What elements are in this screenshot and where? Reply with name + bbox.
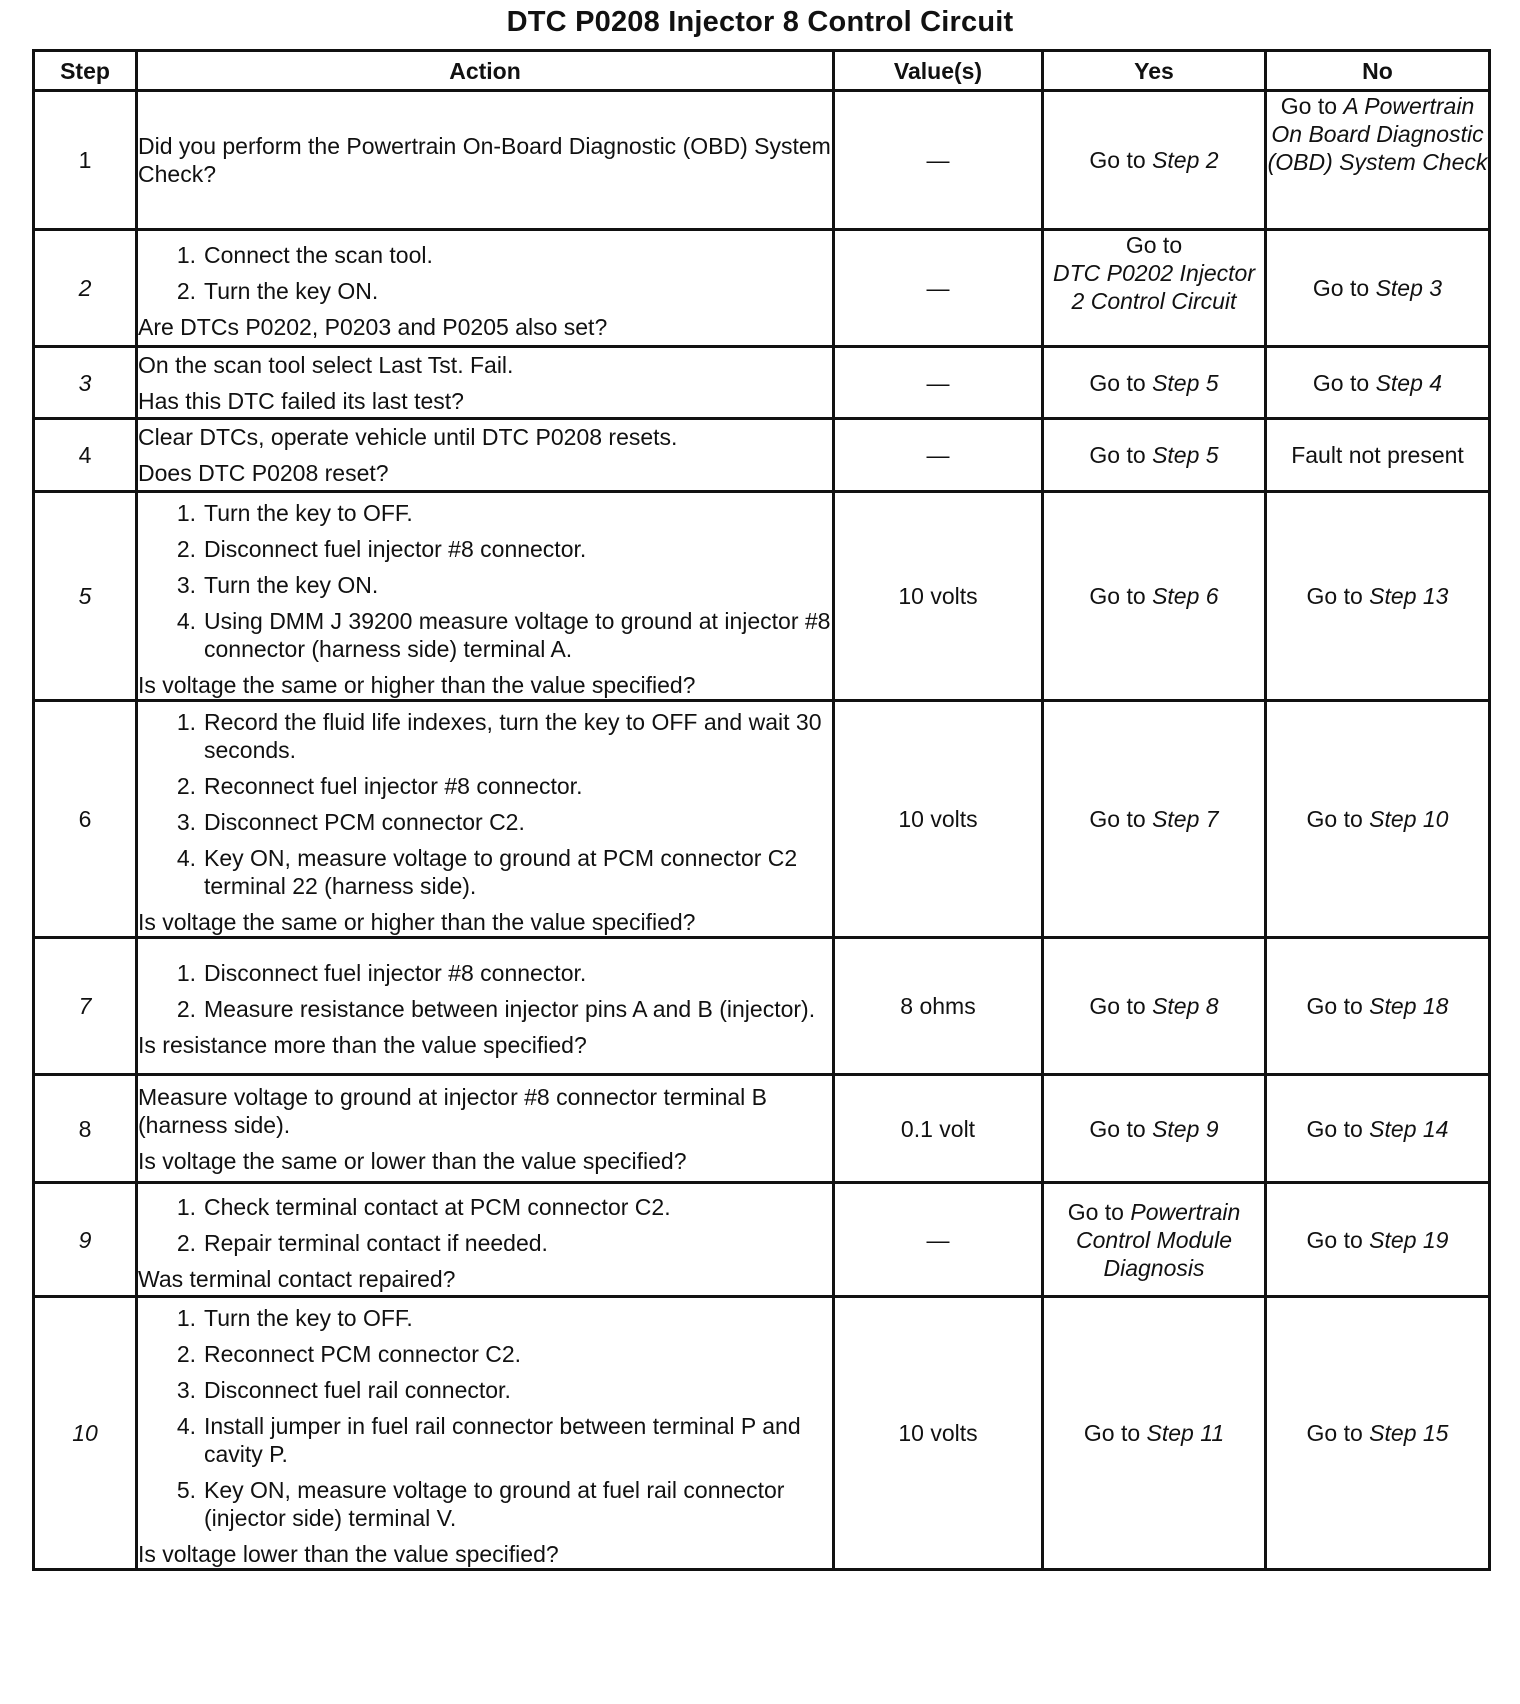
yes-cell xyxy=(1043,230,1266,347)
action-cell xyxy=(137,1297,834,1570)
action-steps xyxy=(138,499,832,663)
step-number: 2 xyxy=(34,230,137,347)
list-item: 4. Using DMM J 39200 measure voltage to ground at injector #8 connector (harness side) terminal A. xyxy=(176,608,831,662)
list-item: 3. Disconnect PCM connector C2. xyxy=(176,809,525,835)
no-prefix: Go to xyxy=(1306,1115,1370,1142)
no-prefix: Go to xyxy=(1306,806,1370,832)
header-step: Step xyxy=(34,51,137,91)
no-cell xyxy=(1266,347,1490,419)
yes-prefix: Go to xyxy=(1089,806,1153,832)
no-reference: Step 14 xyxy=(1369,1115,1449,1142)
no-reference: Step 3 xyxy=(1375,275,1443,301)
list-item: 1. Record the fluid life indexes, turn the key to OFF and wait 30 seconds. xyxy=(176,709,822,763)
yes-prefix: Go to xyxy=(1083,1420,1147,1446)
no-cell xyxy=(1266,1075,1490,1183)
no-reference: Step 4 xyxy=(1375,369,1443,396)
step-number: 4 xyxy=(34,419,137,492)
action-cell xyxy=(137,230,834,347)
value-cell: 0.1 volt xyxy=(834,1075,1043,1183)
action-cell xyxy=(137,492,834,701)
action-cell xyxy=(137,1183,834,1297)
action-question: Is voltage the same or higher than the value specified? xyxy=(138,909,696,935)
table-row xyxy=(34,347,1490,419)
action-question: Has this DTC failed its last test? xyxy=(138,387,464,414)
value-cell: 10 volts xyxy=(834,1297,1043,1570)
yes-prefix: Go to xyxy=(1089,1115,1153,1142)
yes-cell xyxy=(1043,419,1266,492)
action-steps xyxy=(138,959,832,1023)
table-row xyxy=(34,1297,1490,1570)
no-reference: Step 15 xyxy=(1369,1420,1449,1446)
action-steps xyxy=(138,241,832,305)
yes-cell xyxy=(1043,91,1266,230)
table-row xyxy=(34,91,1490,230)
action-cell xyxy=(137,1075,834,1183)
no-reference: Step 19 xyxy=(1369,1226,1449,1253)
no-reference: A Powertrain On Board Diagnostic (OBD) System Check xyxy=(1267,93,1488,175)
yes-cell xyxy=(1043,492,1266,701)
action-cell xyxy=(137,938,834,1075)
action-intro: Clear DTCs, operate vehicle until DTC P0208 resets. xyxy=(138,424,678,450)
step-number: 6 xyxy=(34,701,137,938)
step-number: 9 xyxy=(34,1183,137,1297)
yes-prefix: Go to xyxy=(1089,583,1153,609)
list-item: 2. Measure resistance between injector pins A and B (injector). xyxy=(176,996,816,1022)
no-cell xyxy=(1266,1297,1490,1570)
yes-prefix: Go to xyxy=(1089,993,1153,1019)
yes-reference: Powertrain Control Module Diagnosis xyxy=(1076,1198,1241,1281)
no-reference: Step 13 xyxy=(1369,583,1449,609)
yes-reference: Step 2 xyxy=(1152,147,1219,173)
no-prefix: Go to xyxy=(1312,275,1376,301)
page-title: DTC P0208 Injector 8 Control Circuit xyxy=(506,6,1014,38)
yes-reference: Step 8 xyxy=(1152,993,1219,1019)
list-item: 1. Turn the key to OFF. xyxy=(176,1305,413,1331)
list-item: 1. Check terminal contact at PCM connector C2. xyxy=(176,1193,671,1220)
yes-cell xyxy=(1043,1297,1266,1570)
no-text: Fault not present xyxy=(1291,442,1464,468)
yes-reference: Step 5 xyxy=(1152,442,1219,468)
step-number: 1 xyxy=(34,91,137,230)
value-cell: — xyxy=(834,1183,1043,1297)
no-cell xyxy=(1266,91,1490,230)
table-row xyxy=(34,492,1490,701)
yes-prefix: Go to xyxy=(1125,232,1183,258)
no-prefix: Go to xyxy=(1306,583,1370,609)
yes-reference: Step 6 xyxy=(1152,583,1219,609)
yes-reference: Step 9 xyxy=(1152,1115,1219,1142)
value-cell: 8 ohms xyxy=(834,938,1043,1075)
no-cell xyxy=(1266,230,1490,347)
step-number: 7 xyxy=(34,938,137,1075)
action-steps xyxy=(138,1193,832,1257)
action-steps xyxy=(138,708,832,900)
value-cell: — xyxy=(834,91,1043,230)
yes-prefix: Go to xyxy=(1067,1198,1131,1225)
header-action: Action xyxy=(137,51,834,91)
list-item: 1. Turn the key to OFF. xyxy=(176,500,413,526)
action-question: Is voltage lower than the value specified? xyxy=(138,1541,559,1567)
action-steps xyxy=(138,1304,832,1532)
action-cell xyxy=(137,419,834,492)
step-number: 10 xyxy=(34,1297,137,1570)
action-question: Is voltage the same or lower than the value specified? xyxy=(138,1147,687,1174)
list-item: 2. Repair terminal contact if needed. xyxy=(176,1229,548,1256)
action-question: Does DTC P0208 reset? xyxy=(138,460,389,486)
step-number: 8 xyxy=(34,1075,137,1183)
no-cell xyxy=(1266,419,1490,492)
list-item: 2. Disconnect fuel injector #8 connector. xyxy=(176,536,587,562)
no-prefix: Go to xyxy=(1312,369,1376,396)
list-item: 2. Reconnect fuel injector #8 connector. xyxy=(176,773,583,799)
no-cell xyxy=(1266,1183,1490,1297)
value-cell: 10 volts xyxy=(834,701,1043,938)
list-item: 4. Install jumper in fuel rail connector between terminal P and cavity P. xyxy=(176,1413,801,1467)
list-item: 5. Key ON, measure voltage to ground at fuel rail connector (injector side) terminal V. xyxy=(176,1477,785,1531)
action-question: Was terminal contact repaired? xyxy=(138,1265,456,1292)
no-prefix: Go to xyxy=(1280,93,1344,119)
yes-prefix: Go to xyxy=(1089,369,1153,396)
diagnostic-table xyxy=(32,49,1491,1571)
no-prefix: Go to xyxy=(1306,1226,1370,1253)
no-prefix: Go to xyxy=(1306,1420,1370,1446)
yes-prefix: Go to xyxy=(1089,147,1153,173)
yes-cell xyxy=(1043,347,1266,419)
table-row xyxy=(34,938,1490,1075)
action-cell xyxy=(137,347,834,419)
yes-cell xyxy=(1043,701,1266,938)
no-reference: Step 10 xyxy=(1369,806,1449,832)
no-prefix: Go to xyxy=(1306,993,1370,1019)
list-item: 2. Turn the key ON. xyxy=(176,278,379,304)
action-intro: Measure voltage to ground at injector #8 connector terminal B (harness side). xyxy=(138,1083,768,1138)
yes-reference: Step 7 xyxy=(1152,806,1219,832)
value-cell: — xyxy=(834,230,1043,347)
yes-reference: DTC P0202 Injector 2 Control Circuit xyxy=(1053,260,1255,314)
list-item: 3. Turn the key ON. xyxy=(176,572,379,598)
header-no: No xyxy=(1266,51,1490,91)
no-reference: Step 18 xyxy=(1369,993,1449,1019)
action-question: Is resistance more than the value specified? xyxy=(138,1032,587,1058)
yes-cell xyxy=(1043,938,1266,1075)
header-yes: Yes xyxy=(1043,51,1266,91)
table-row xyxy=(34,230,1490,347)
table-row xyxy=(34,1183,1490,1297)
action-cell xyxy=(137,91,834,230)
list-item: 1. Disconnect fuel injector #8 connector. xyxy=(176,960,587,986)
step-number: 3 xyxy=(34,347,137,419)
no-cell xyxy=(1266,701,1490,938)
action-cell xyxy=(137,701,834,938)
value-cell: 10 volts xyxy=(834,492,1043,701)
no-cell xyxy=(1266,492,1490,701)
header-row xyxy=(34,51,1490,91)
action-question: Is voltage the same or higher than the value specified? xyxy=(138,672,696,698)
table-row xyxy=(34,419,1490,492)
yes-reference: Step 11 xyxy=(1146,1420,1225,1446)
action-question: Are DTCs P0202, P0203 and P0205 also set? xyxy=(138,314,608,340)
yes-cell xyxy=(1043,1183,1266,1297)
list-item: 4. Key ON, measure voltage to ground at PCM connector C2 terminal 22 (harness side). xyxy=(176,845,798,899)
yes-cell xyxy=(1043,1075,1266,1183)
table-row xyxy=(34,1075,1490,1183)
table-row xyxy=(34,701,1490,938)
header-values: Value(s) xyxy=(834,51,1043,91)
value-cell: — xyxy=(834,347,1043,419)
list-item: 1. Connect the scan tool. xyxy=(176,242,433,268)
yes-prefix: Go to xyxy=(1089,442,1153,468)
action-intro: Did you perform the Powertrain On-Board Diagnostic (OBD) System Check? xyxy=(138,133,831,187)
no-cell xyxy=(1266,938,1490,1075)
value-cell: — xyxy=(834,419,1043,492)
action-intro: On the scan tool select Last Tst. Fail. xyxy=(138,351,514,378)
yes-reference: Step 5 xyxy=(1152,369,1219,396)
list-item: 2. Reconnect PCM connector C2. xyxy=(176,1341,522,1367)
step-number: 5 xyxy=(34,492,137,701)
list-item: 3. Disconnect fuel rail connector. xyxy=(176,1377,511,1403)
